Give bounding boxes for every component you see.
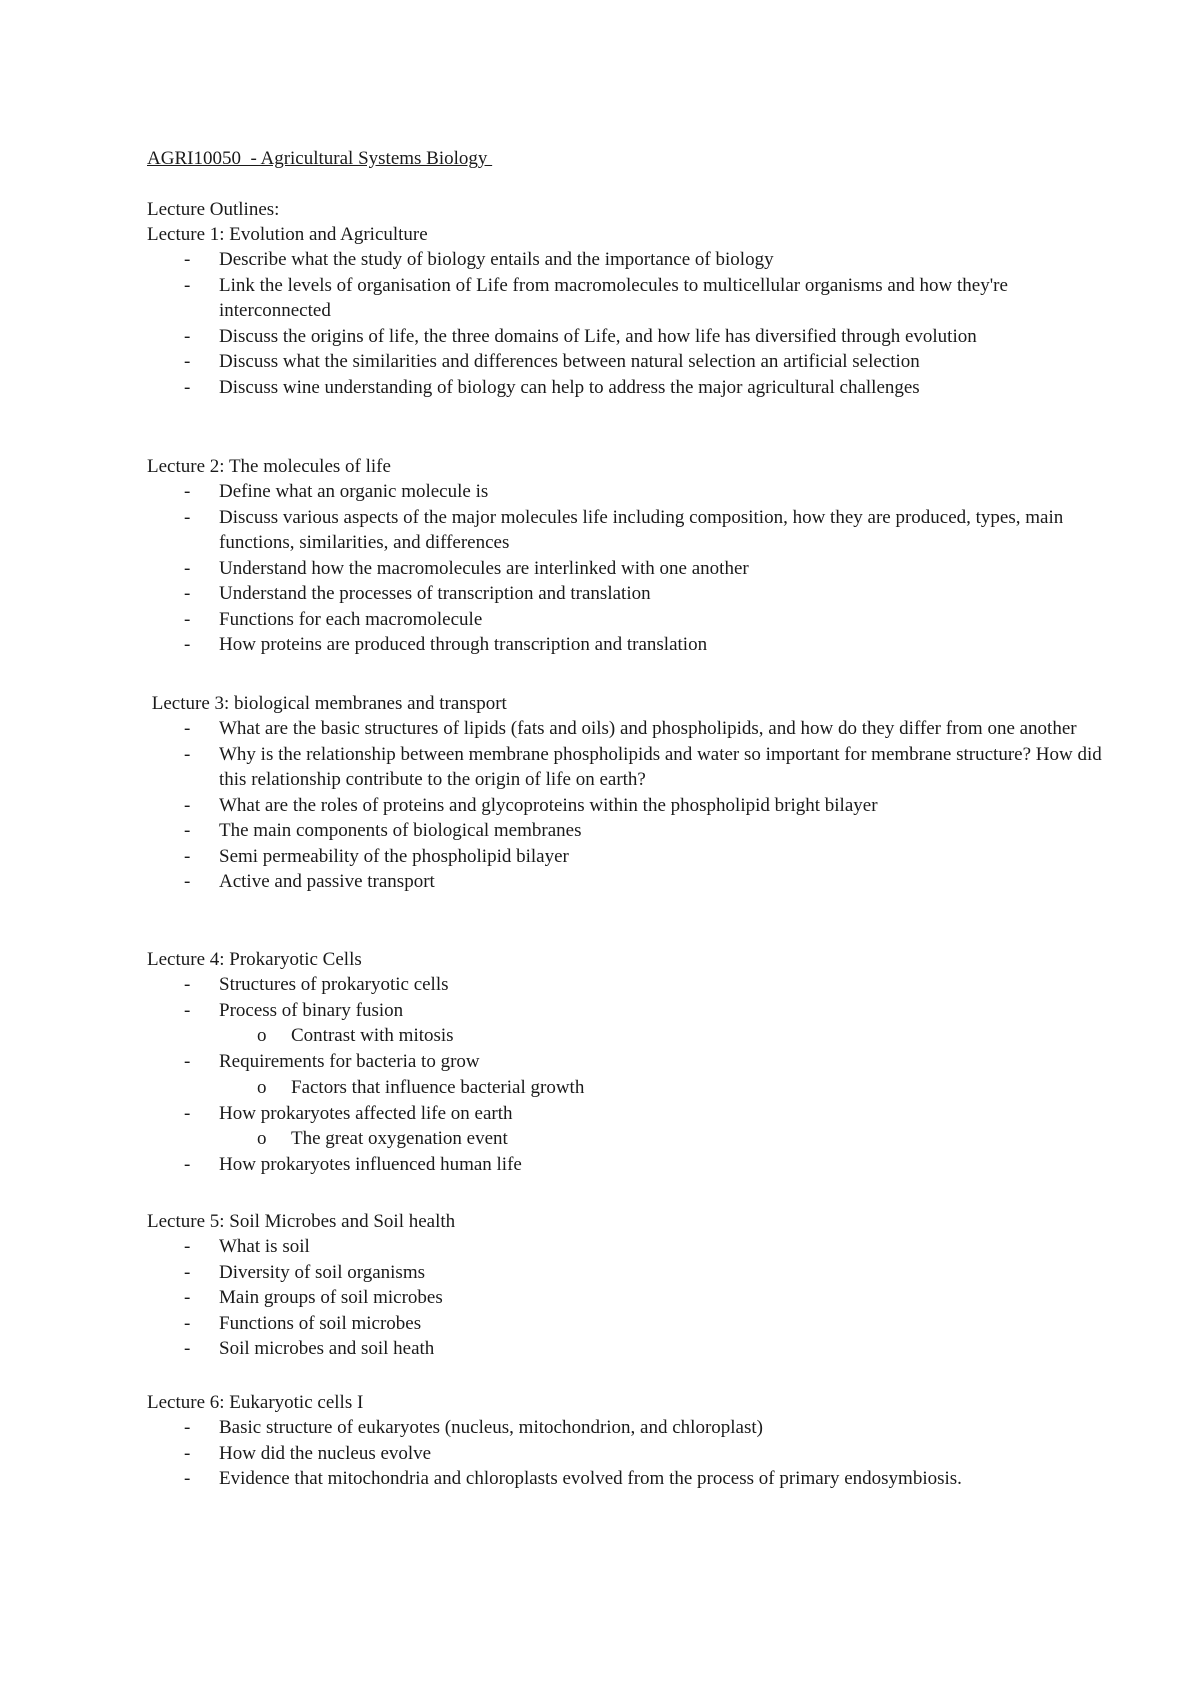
outline-item-text: Understand how the macromolecules are interlinked with one another <box>219 557 749 579</box>
bullet-dash: - <box>184 1236 191 1257</box>
bullet-dash: - <box>184 351 191 372</box>
outline-item-text: Why is the relationship between membrane phospholipids and water so important for membrane structure? How did this relationship contribute to the origin of life on earth? <box>219 743 1102 790</box>
bullet-dash: - <box>184 376 191 398</box>
outline-item <box>147 998 1107 1050</box>
bullet-dash: - <box>184 1051 191 1072</box>
bullet-dash: - <box>184 274 191 296</box>
outline-item-text: The main components of biological membranes <box>219 820 582 841</box>
outline-item <box>147 1049 1107 1101</box>
bullet-dash: - <box>184 1312 191 1334</box>
outline-item-text: Main groups of soil microbes <box>219 1287 443 1308</box>
outline-item-text: Discuss what the similarities and differences between natural selection an artificial selection <box>219 351 920 372</box>
outline-item <box>147 581 1107 607</box>
bullet-dash: - <box>184 1417 191 1438</box>
outline-item <box>147 1152 1107 1178</box>
sub-outline-list <box>147 1126 1107 1152</box>
bullet-dash: - <box>184 1154 191 1175</box>
outlines-heading: Lecture Outlines: <box>147 199 280 220</box>
lecture-outline-list <box>147 716 1107 895</box>
outline-item <box>147 247 1107 273</box>
outline-item <box>147 1415 1107 1441</box>
sub-bullet-marker: o <box>257 1076 267 1098</box>
outline-item <box>147 1311 1107 1337</box>
lecture-outline-list <box>147 247 1107 400</box>
bullet-dash: - <box>184 743 191 765</box>
lecture-title: Lecture 1: Evolution and Agriculture <box>147 224 428 245</box>
sub-bullet-marker: o <box>257 1128 267 1149</box>
lecture-section-6 <box>147 1390 1107 1492</box>
outline-item <box>147 716 1107 742</box>
outline-item <box>147 742 1107 793</box>
bullet-dash: - <box>184 481 191 502</box>
outline-item-text: What is soil <box>219 1236 310 1257</box>
outline-item <box>147 375 1107 401</box>
outline-item-text: How prokaryotes affected life on earth <box>219 1102 513 1124</box>
outline-item <box>147 1336 1107 1362</box>
bullet-dash: - <box>184 794 191 816</box>
outline-item <box>147 844 1107 870</box>
outline-item <box>147 1441 1107 1467</box>
outline-item <box>147 869 1107 895</box>
bullet-dash: - <box>184 999 191 1021</box>
bullet-dash: - <box>184 1287 191 1308</box>
bullet-dash: - <box>184 608 191 630</box>
outline-item-text: Diversity of soil organisms <box>219 1261 426 1283</box>
outline-item-text: Structures of prokaryotic cells <box>219 974 449 995</box>
outline-item-text: Describe what the study of biology entails and the importance of biology <box>219 249 774 270</box>
bullet-dash: - <box>184 557 191 579</box>
lecture-outline-list <box>147 972 1107 1178</box>
outline-item <box>147 324 1107 350</box>
outline-item-text: Requirements for bacteria to grow <box>219 1051 480 1072</box>
outline-item-text: Discuss wine understanding of biology can help to address the major agricultural challenges <box>219 376 920 398</box>
outline-item <box>147 1260 1107 1286</box>
outline-item <box>147 793 1107 819</box>
outline-item-text: Functions for each macromolecule <box>219 608 483 630</box>
bullet-dash: - <box>184 1442 191 1464</box>
bullet-dash: - <box>184 583 191 604</box>
sub-outline-list <box>147 1075 1107 1101</box>
outline-item-text: What are the roles of proteins and glycoproteins within the phospholipid bright bilayer <box>219 794 878 816</box>
outline-item <box>147 607 1107 633</box>
lecture-title: Lecture 2: The molecules of life <box>147 456 391 477</box>
outline-item-text: Soil microbes and soil heath <box>219 1338 435 1359</box>
outline-item-text: Semi permeability of the phospholipid bilayer <box>219 845 569 867</box>
outline-item-text: Understand the processes of transcription and translation <box>219 583 651 604</box>
outline-item-text: Discuss the origins of life, the three domains of Life, and how life has diversified through evolution <box>219 325 977 347</box>
lecture-section-5 <box>147 1209 1107 1362</box>
outline-item <box>147 972 1107 998</box>
outline-item <box>147 1466 1107 1492</box>
outline-item-text: Process of binary fusion <box>219 999 404 1021</box>
outline-item <box>147 349 1107 375</box>
outline-item-text: Discuss various aspects of the major molecules life including composition, how they are produced, types, main functions, similarities, and differences <box>219 506 1064 553</box>
lecture-section-1 <box>147 222 1107 400</box>
sub-bullet-marker: o <box>257 1025 267 1046</box>
bullet-dash: - <box>184 1338 191 1359</box>
outline-item-text: What are the basic structures of lipids (fats and oils) and phospholipids, and how do they differ from one another <box>219 718 1077 739</box>
outline-item <box>147 1101 1107 1153</box>
sub-outline-item-text: Factors that influence bacterial growth <box>291 1076 585 1098</box>
lecture-title: Lecture 4: Prokaryotic Cells <box>147 949 362 970</box>
lecture-outline-list <box>147 1415 1107 1492</box>
outline-item <box>147 1285 1107 1311</box>
bullet-dash: - <box>184 974 191 995</box>
outline-item-text: How proteins are produced through transcription and translation <box>219 634 708 655</box>
sub-outline-item <box>147 1126 1107 1152</box>
lecture-title: Lecture 5: Soil Microbes and Soil health <box>147 1211 456 1232</box>
sub-outline-item <box>147 1023 1107 1049</box>
outline-item <box>147 556 1107 582</box>
outline-item <box>147 505 1107 556</box>
document-title: AGRI10050 - Agricultural Systems Biology <box>147 148 493 169</box>
bullet-dash: - <box>184 871 191 892</box>
sub-outline-item <box>147 1075 1107 1101</box>
lecture-section-4 <box>147 947 1107 1178</box>
lecture-section-3 <box>147 691 1107 895</box>
bullet-dash: - <box>184 718 191 739</box>
outline-item <box>147 479 1107 505</box>
outline-item <box>147 632 1107 658</box>
bullet-dash: - <box>184 506 191 528</box>
bullet-dash: - <box>184 1468 191 1489</box>
sub-outline-item-text: Contrast with mitosis <box>291 1025 454 1046</box>
bullet-dash: - <box>184 249 191 270</box>
bullet-dash: - <box>184 845 191 867</box>
lecture-section-2 <box>147 454 1107 658</box>
bullet-dash: - <box>184 1261 191 1283</box>
sub-outline-list <box>147 1023 1107 1049</box>
outline-item-text: How did the nucleus evolve <box>219 1442 432 1464</box>
lecture-outline-list <box>147 479 1107 658</box>
bullet-dash: - <box>184 1102 191 1124</box>
outline-item-text: How prokaryotes influenced human life <box>219 1154 522 1175</box>
lecture-title: Lecture 3: biological membranes and transport <box>147 693 507 714</box>
outline-item-text: Functions of soil microbes <box>219 1312 422 1334</box>
bullet-dash: - <box>184 634 191 655</box>
outline-item <box>147 273 1107 324</box>
outline-item-text: Link the levels of organisation of Life from macromolecules to multicellular organisms and how they're interconnected <box>219 274 1008 321</box>
sub-outline-item-text: The great oxygenation event <box>291 1128 508 1149</box>
outline-item <box>147 1234 1107 1260</box>
outline-item-text: Basic structure of eukaryotes (nucleus, mitochondrion, and chloroplast) <box>219 1417 763 1438</box>
outline-item-text: Active and passive transport <box>219 871 435 892</box>
lecture-title: Lecture 6: Eukaryotic cells I <box>147 1392 364 1413</box>
outline-item <box>147 818 1107 844</box>
outline-item-text: Define what an organic molecule is <box>219 481 489 502</box>
lecture-outline-list <box>147 1234 1107 1362</box>
bullet-dash: - <box>184 820 191 841</box>
bullet-dash: - <box>184 325 191 347</box>
outline-item-text: Evidence that mitochondria and chloroplasts evolved from the process of primary endosymbiosis. <box>219 1468 962 1489</box>
